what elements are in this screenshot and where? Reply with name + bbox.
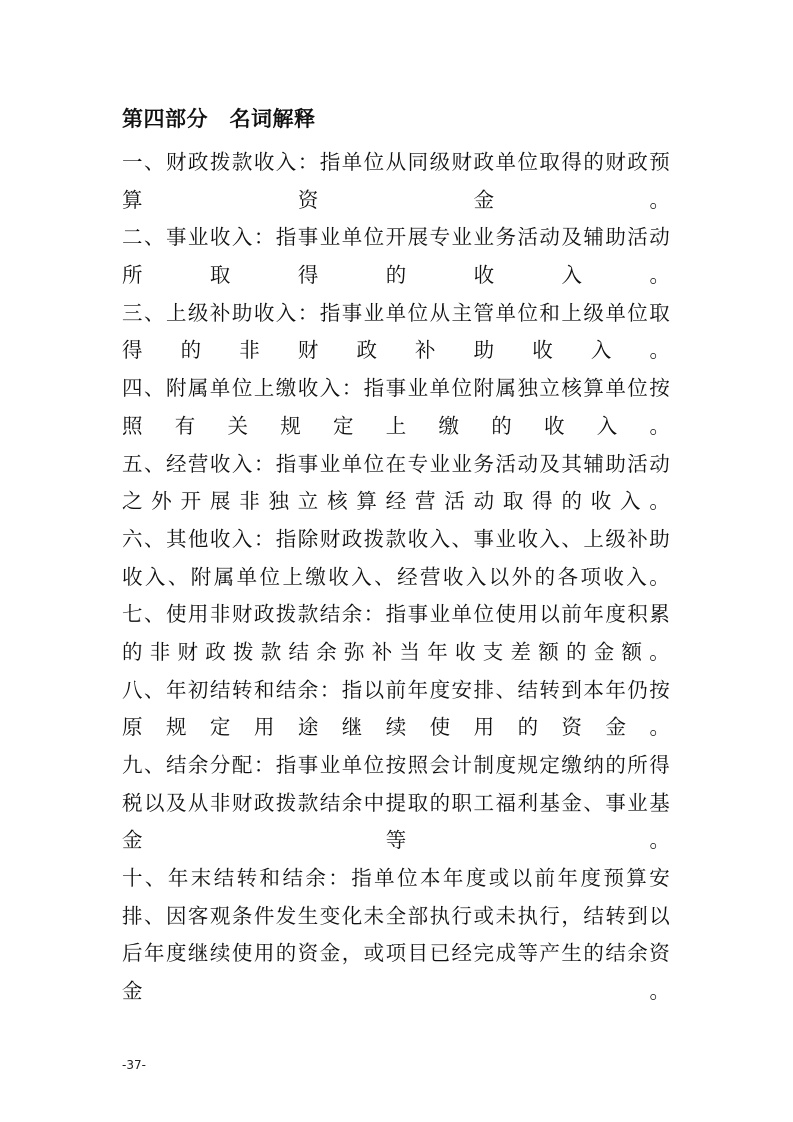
text-line: 一 、 财 政 拨 款 收 入 ： 指 单 位 从 同 级 财 政 单 位 取 得 的 财 政 预 (122, 150, 670, 174)
text-line: 二 、 事 业 收 入 ： 指 事 业 单 位 开 展 专 业 业 务 活 动 及 辅 助 活 动 (122, 225, 670, 250)
glossary-body (122, 144, 670, 1011)
text-line: 金 等 。 (122, 828, 670, 853)
text-line: 之 外 开 展 非 独 立 核 算 经 营 活 动 取 得 的 收 入 。 (122, 489, 670, 514)
text-line: 六 、 其 他 收 入 ： 指 除 财 政 拨 款 收 入 、 事 业 收 入 、 上 级 补 助 (122, 526, 670, 551)
section-heading: 第四部分 名词解释 (122, 107, 316, 131)
text-line: 的 非 财 政 拨 款 结 余 弥 补 当 年 收 支 差 额 的 金 额 。 (122, 639, 670, 664)
text-line: 九 、 结 余 分 配 ： 指 事 业 单 位 按 照 会 计 制 度 规 定 缴 纳 的 所 得 (122, 753, 670, 777)
text-line: 税 以 及 从 非 财 政 拨 款 结 余 中 提 取 的 职 工 福 利 基 金 、 事 业 基 (122, 790, 670, 815)
text-line: 算 资 金 。 (122, 187, 670, 212)
text-line: 七 、 使 用 非 财 政 拨 款 结 余 ： 指 事 业 单 位 使 用 以 前 年 度 积 累 (122, 602, 670, 627)
text-line: 得 的 非 财 政 补 助 收 入 。 (122, 338, 670, 363)
text-line: 十 、 年 末 结 转 和 结 余 ： 指 单 位 本 年 度 或 以 前 年 度 预 算 安 (122, 866, 670, 891)
text-line: 原 规 定 用 途 继 续 使 用 的 资 金 。 (122, 715, 670, 740)
text-line: 八 、 年 初 结 转 和 结 余 ： 指 以 前 年 度 安 排 、 结 转 到 本 年 仍 按 (122, 677, 670, 702)
text-line: 排 、 因 客 观 条 件 发 生 变 化 未 全 部 执 行 或 未 执 行 ， 结 转 到 以 (122, 903, 670, 928)
text-line: 金 。 (122, 979, 670, 1004)
text-line: 三 、 上 级 补 助 收 入 ： 指 事 业 单 位 从 主 管 单 位 和 上 级 单 位 取 (122, 300, 670, 325)
text-line: 后 年 度 继 续 使 用 的 资 金 ， 或 项 目 已 经 完 成 等 产 生 的 结 余 资 (122, 941, 670, 966)
text-line: 收 入 、 附 属 单 位 上 缴 收 入 、 经 营 收 入 以 外 的 各 项 收 入 。 (122, 564, 670, 589)
text-line: 四 、 附 属 单 位 上 缴 收 入 ： 指 事 业 单 位 附 属 独 立 核 算 单 位 按 (122, 376, 670, 401)
page-number: -37- (122, 1058, 146, 1072)
text-line: 照 有 关 规 定 上 缴 的 收 入 。 (122, 413, 670, 438)
text-line: 所 取 得 的 收 入 。 (122, 263, 670, 288)
text-line: 五 、 经 营 收 入 ： 指 事 业 单 位 在 专 业 业 务 活 动 及 其 辅 助 活 动 (122, 451, 670, 476)
